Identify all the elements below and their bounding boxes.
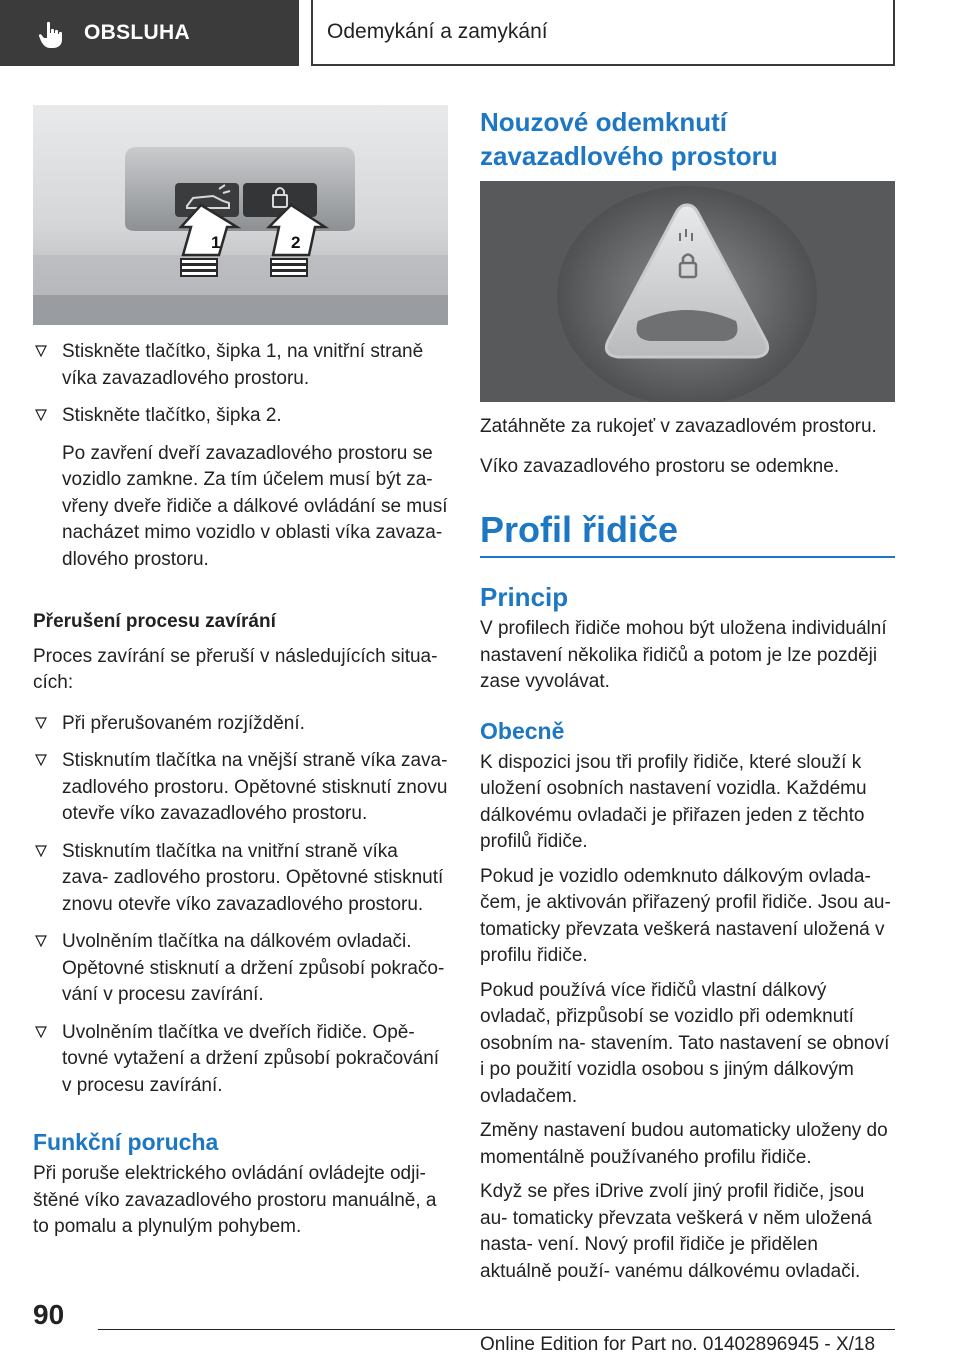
principle-text: V profilech řidiče mohou být uložena individuální nastavení několika řidičů a potom je lze později zase vyvolávat. xyxy=(480,618,887,692)
profile-heading: Profil řidiče xyxy=(480,509,679,550)
interrupt-intro: Proces zavírání se přeruší v následujících situa- cích: xyxy=(33,645,438,693)
malfunction-heading: Funkční porucha xyxy=(33,1129,219,1155)
chapter-title: Odemykání a zamykání xyxy=(327,20,548,43)
heading-rule xyxy=(480,556,895,558)
interrupt-heading: Přerušení procesu zavírání xyxy=(33,611,276,632)
interrupt-item: Stisknutím tlačítka na vnitřní straně víka zava- zadlového prostoru. Opětovné stisknutí znovu otevře víko zavazadlového prostoru. xyxy=(62,840,444,915)
arrow-1-label: 1 xyxy=(211,233,221,252)
general-heading: Obecně xyxy=(480,717,565,744)
triangle-bullet-icon xyxy=(35,754,47,766)
steps-list xyxy=(33,339,448,573)
triangle-bullet-icon xyxy=(35,345,47,357)
list-item xyxy=(33,1020,448,1100)
general-paragraph: Změny nastavení budou automaticky uloženy do momentálně používaného profilu řidiče. xyxy=(480,1120,888,1168)
page-number: 90 xyxy=(33,1299,65,1330)
footer-rule xyxy=(98,1329,895,1330)
list-item xyxy=(33,339,448,392)
list-item xyxy=(33,711,448,738)
chapter-title-box xyxy=(311,0,895,66)
right-column xyxy=(480,105,895,1285)
step-note: Po zavření dveří zavazadlového prostoru se vozidlo zamkne. Za tím účelem musí být za- vřeny dveře řidiče a dálkové ovládání se musí nacházet mimo vozidlo v oblasti víka zavaza- dlového prostoru. xyxy=(62,442,448,570)
triangle-bullet-icon xyxy=(35,845,47,857)
triangle-bullet-icon xyxy=(35,935,47,947)
emergency-text-2: Víko zavazadlového prostoru se odemkne. xyxy=(480,455,840,477)
interrupt-item: Při přerušovaném rozjíždění. xyxy=(62,712,305,734)
interrupt-item: Uvolněním tlačítka na dálkovém ovladači. Opětovné stisknutí a držení způsobí pokračo- vání v procesu zavírání. xyxy=(62,931,445,1005)
general-paragraph: Pokud je vozidlo odemknuto dálkovým ovlada- čem, je aktivován přiřazený profil řidiče. Jsou au- tomaticky převzata veškerá nastavení uložená v profilu řidiče. xyxy=(480,865,891,966)
interrupt-list xyxy=(33,711,448,1100)
malfunction-text: Při poruše elektrického ovládání ovládejte odji- štěné víko zavazadlového prostoru manuálně, a to pomalu a plynulým pohybem. xyxy=(33,1163,437,1237)
principle-heading: Princip xyxy=(480,582,569,612)
step-text: Stiskněte tlačítko, šipka 1, na vnitřní straně víka zavazadlového prostoru. xyxy=(62,341,424,389)
general-paragraph: Pokud používá více řidičů vlastní dálkový ovladač, přizpůsobí se vozidlo při odemknutí osobním na- stavením. Tato nastavení se obnoví i po použití vozidla osobou s jiným dálkovým ovladačem. xyxy=(480,979,890,1107)
list-item xyxy=(33,748,448,828)
hand-pointer-icon xyxy=(36,20,66,50)
section-label: OBSLUHA xyxy=(84,21,190,44)
step-text: Stiskněte tlačítko, šipka 2. xyxy=(62,405,282,426)
edition-note: Online Edition for Part no. 01402896945 - X/18 xyxy=(480,1334,876,1355)
tailgate-buttons-figure xyxy=(33,105,448,325)
list-item xyxy=(33,929,448,1009)
general-paragraph: K dispozici jsou tři profily řidiče, které slouží k uložení osobních nastavení vozidla. Každému dálkovému ovladači je přiřazen jeden z těchto profilů řidiče. xyxy=(480,751,867,852)
general-paragraph: Když se přes iDrive zvolí jiný profil řidiče, jsou au- tomaticky převzata veškerá v něm uložená nasta- vení. Nový profil řidiče je přidělen aktuálně použí- vanému dálkovému ovladači. xyxy=(480,1181,872,1282)
list-item xyxy=(33,403,448,573)
list-item xyxy=(33,839,448,919)
arrow-2-label: 2 xyxy=(291,233,301,252)
emergency-text-1: Zatáhněte za rukojeť v zavazadlovém prostoru. xyxy=(480,416,877,437)
left-column xyxy=(33,105,448,1241)
interrupt-item: Uvolněním tlačítka ve dveřích řidiče. Opě- tovné vytažení a držení způsobí pokračování v procesu zavírání. xyxy=(62,1021,440,1096)
emergency-handle-figure xyxy=(480,181,895,402)
triangle-bullet-icon xyxy=(35,409,47,421)
interrupt-item: Stisknutím tlačítka na vnější straně víka zava- zadlového prostoru. Opětovné stisknutí znovu otevře víko zavazadlového prostoru. xyxy=(62,750,448,824)
triangle-bullet-icon xyxy=(35,1026,47,1038)
triangle-bullet-icon xyxy=(35,717,47,729)
section-tab xyxy=(0,0,299,66)
emergency-heading: Nouzové odemknutí zavazadlového prostoru xyxy=(480,107,778,171)
